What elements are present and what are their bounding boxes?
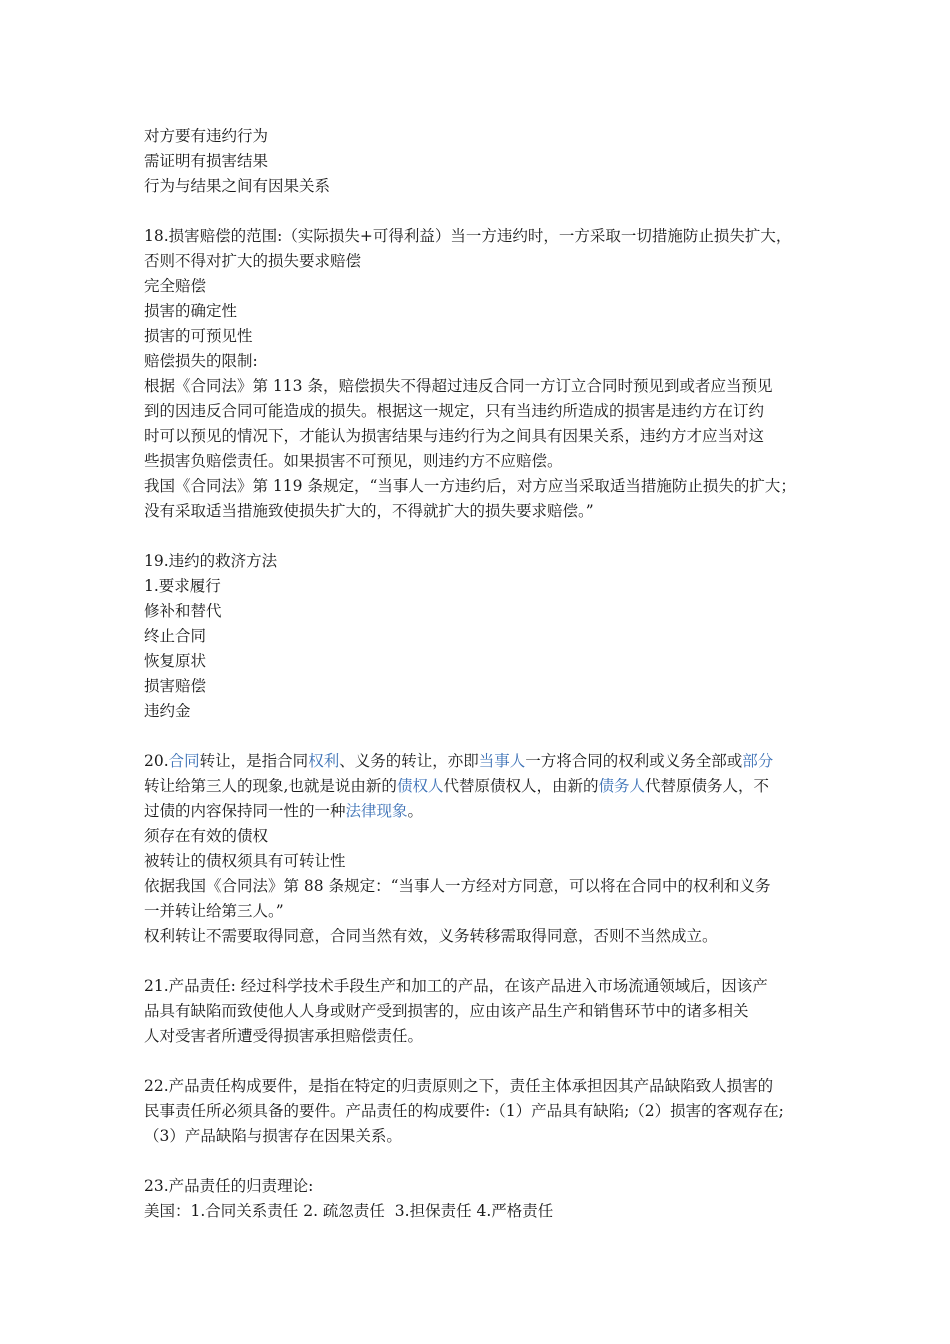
list-item: 终止合同: [144, 627, 207, 645]
list-item: 违约金: [144, 702, 191, 720]
list-item: 完全赔偿: [144, 277, 207, 295]
paragraph-spacer: [144, 949, 816, 974]
paragraph-spacer: [144, 199, 816, 224]
paragraph-line: 民事责任所必须具备的要件。产品责任的构成要件:（1）产品具有缺陷;（2）损害的客观存在;: [144, 1102, 784, 1120]
text-run: 转让，是指合同: [199, 752, 309, 770]
paragraph-line: 需证明有损害结果: [144, 152, 269, 170]
paragraph-line: 根据《合同法》第 113 条，赔偿损失不得超过违反合同一方订立合同时预见到或者应当预见: [144, 377, 773, 395]
paragraph-line: 些损害负赔偿责任。如果损害不可预见，则违约方不应赔偿。: [144, 452, 563, 470]
list-item: 恢复原状: [144, 652, 207, 670]
paragraph-line: （3）产品缺陷与损害存在因果关系。: [144, 1127, 402, 1145]
text-run: 代替原债权人，由新的: [443, 777, 599, 795]
list-item: 赔偿损失的限制:: [144, 352, 258, 370]
link-part[interactable]: 部分: [742, 752, 774, 770]
text-run: 。: [407, 802, 424, 820]
paragraph-line: 对方要有违约行为: [144, 127, 269, 145]
section-21-heading: 21.产品责任: 经过科学技术手段生产和加工的产品，在该产品进入市场流通领域后，因该产: [144, 977, 768, 995]
list-item: 修补和替代: [144, 602, 222, 620]
list-item: 1.要求履行: [144, 577, 221, 595]
paragraph-line: 我国《合同法》第 119 条规定，“当事人一方违约后，对方应当采取适当措施防止损失的扩大；: [144, 477, 796, 495]
paragraph-line: 美国：1.合同关系责任 2. 疏忽责任 3.担保责任 4.严格责任: [144, 1202, 554, 1220]
section-23-heading: 23.产品责任的归责理论:: [144, 1177, 314, 1195]
list-item: 损害的确定性: [144, 302, 238, 320]
text-run: 20.: [144, 752, 169, 770]
text-run: 代替原债务人，不: [644, 777, 769, 795]
paragraph-line: 时可以预见的情况下，才能认为损害结果与违约行为之间具有因果关系，违约方才应当对这: [144, 427, 765, 445]
paragraph-spacer: [144, 724, 816, 749]
list-item: 损害赔偿: [144, 677, 207, 695]
section-20-heading: [144, 749, 816, 774]
list-item: 须存在有效的债权: [144, 827, 269, 845]
link-creditor[interactable]: 债权人: [396, 777, 444, 795]
text-run: 、义务的转让，亦即: [339, 752, 479, 770]
paragraph-line: 品具有缺陷而致使他人人身或财产受到损害的，应由该产品生产和销售环节中的诸多相关: [144, 1002, 749, 1020]
section-18-heading: 18.损害赔偿的范围:（实际损失+可得利益）当一方违约时，一方采取一切措施防止损失扩大，: [144, 227, 792, 245]
paragraph-line: 依据我国《合同法》第 88 条规定：“当事人一方经对方同意，可以将在合同中的权利和义务: [144, 877, 771, 895]
paragraph-line: 否则不得对扩大的损失要求赔偿: [144, 252, 362, 270]
link-debtor[interactable]: 债务人: [598, 777, 645, 795]
paragraph-line: [144, 774, 816, 799]
paragraph-spacer: [144, 524, 816, 549]
paragraph-line: 没有采取适当措施致使损失扩大的，不得就扩大的损失要求赔偿。”: [144, 502, 594, 520]
text-run: 过债的内容保持同一性的一种: [144, 802, 346, 820]
paragraph-spacer: [144, 1049, 816, 1074]
paragraph-spacer: [144, 1149, 816, 1174]
paragraph-line: 一并转让给第三人。”: [144, 902, 284, 920]
paragraph-line: 行为与结果之间有因果关系: [144, 177, 331, 195]
section-22-heading: 22.产品责任构成要件，是指在特定的归责原则之下，责任主体承担因其产品缺陷致人损害的: [144, 1077, 774, 1095]
paragraph-line: 人对受害者所遭受得损害承担赔偿责任。: [144, 1027, 424, 1045]
list-item: 被转让的债权须具有可转让性: [144, 852, 346, 870]
text-run: 转让给第三人的现象,也就是说由新的: [144, 777, 397, 795]
link-legal-phenomenon[interactable]: 法律现象: [345, 802, 408, 820]
text-run: 一方将合同的权利或义务全部或: [525, 752, 743, 770]
link-party[interactable]: 当事人: [478, 752, 526, 770]
list-item: 损害的可预见性: [144, 327, 253, 345]
paragraph-line: 到的因违反合同可能造成的损失。根据这一规定，只有当违约所造成的损害是违约方在订约: [144, 402, 765, 420]
document-page: [144, 124, 816, 1224]
paragraph-line: 权利转让不需要取得同意，合同当然有效，义务转移需取得同意，否则不当然成立。: [144, 927, 718, 945]
link-contract[interactable]: 合同: [168, 752, 200, 770]
paragraph-line: [144, 799, 816, 824]
link-right[interactable]: 权利: [308, 752, 340, 770]
section-19-heading: 19.违约的救济方法: [144, 552, 278, 570]
